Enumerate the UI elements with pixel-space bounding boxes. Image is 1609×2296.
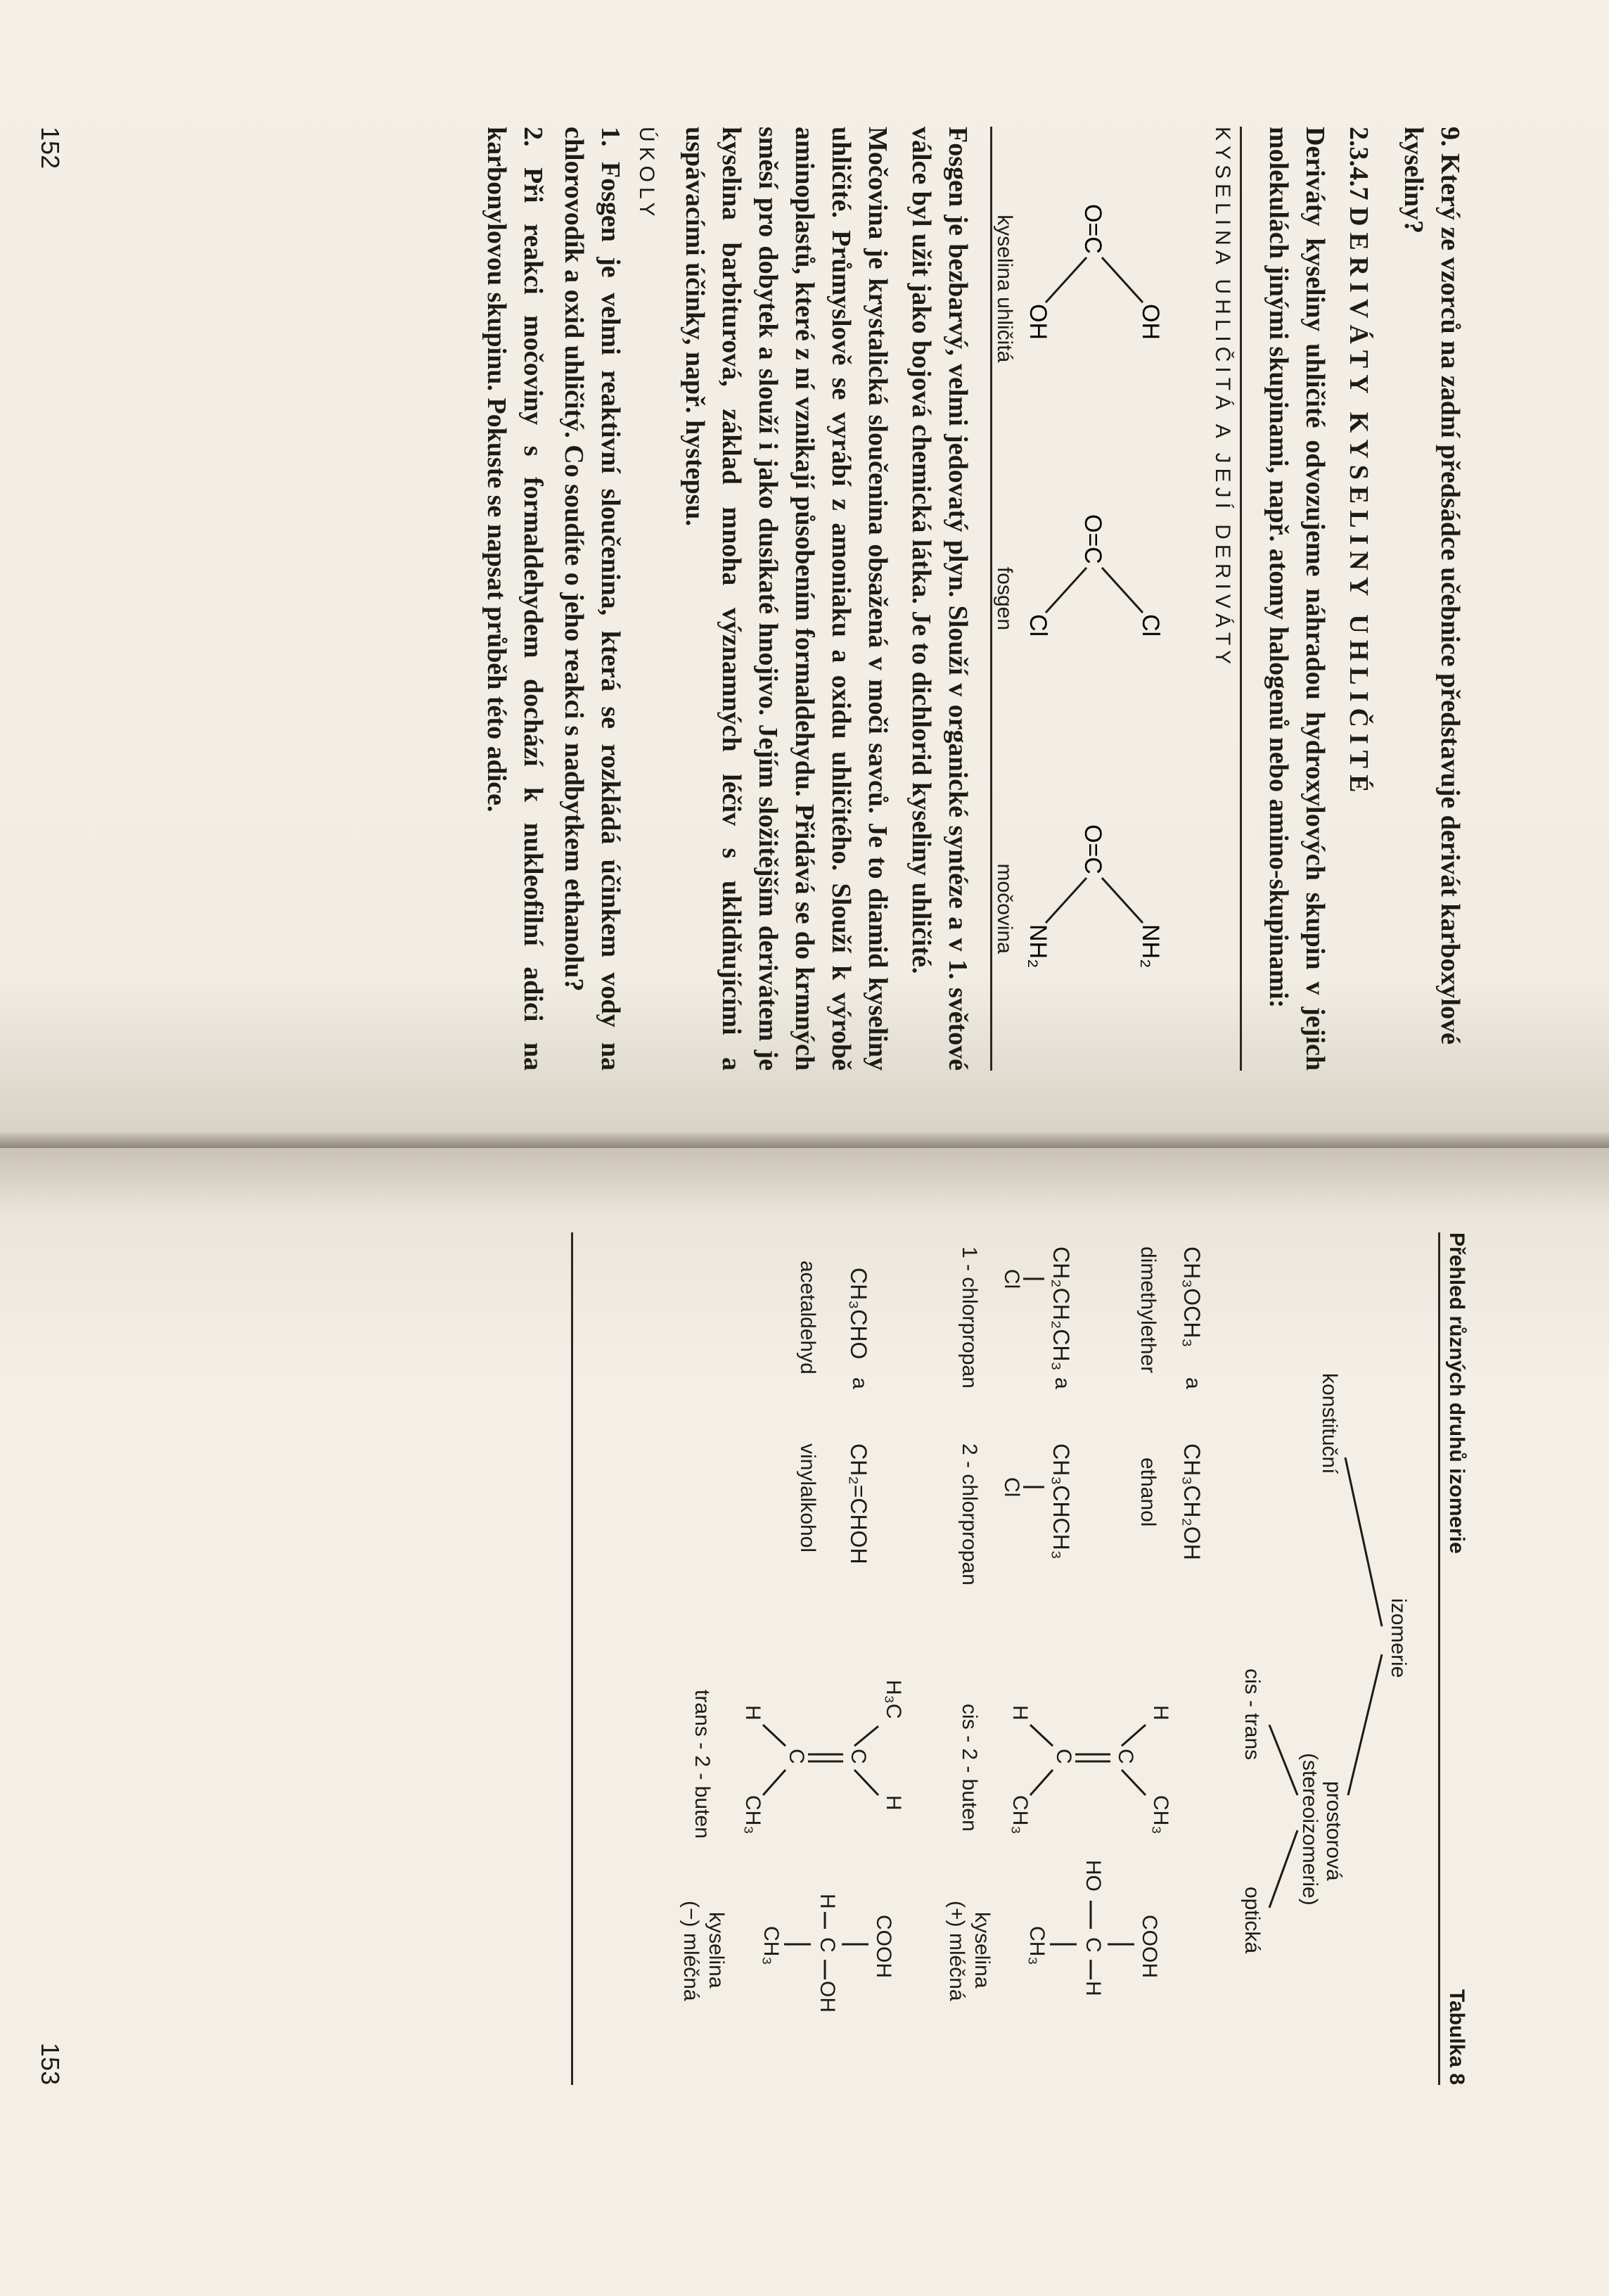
cis-c-top: C	[1114, 1749, 1137, 1764]
lactic-minus-cooh: COOH	[872, 1915, 895, 1978]
task-1: 1. Fosgen je velmi reaktivní sloučenina, která se rozkládá účinkem vody na chlorovodík a oxid uhličitý. Co soudíte o jeho reakci s nadbytkem ethanolu?	[559, 127, 625, 1071]
tree-constitutional: konstituční	[1318, 1373, 1341, 1474]
svg-text:NH₂: NH₂	[1137, 924, 1164, 968]
svg-text:OH: OH	[1025, 304, 1051, 340]
svg-text:Cl: Cl	[1025, 613, 1051, 637]
svg-text:O=C: O=C	[1079, 204, 1106, 255]
pair1-b-name: ethanol	[1136, 1458, 1160, 1527]
mocovina-formula	[1020, 817, 1175, 1000]
lactic-plus-c: C	[1082, 1937, 1105, 1953]
tree-root: izomerie	[1387, 1598, 1410, 1678]
isomerism-table	[571, 1232, 1438, 2085]
tree-cis-trans: cis - trans	[1241, 1669, 1264, 1761]
pair3-b-name: vinylalkohol	[796, 1443, 819, 1553]
isomerism-lines	[573, 1232, 1438, 2085]
pair2-a-formula: CH₂CH₂CH₃	[1049, 1246, 1074, 1371]
trans-h-top: H	[882, 1795, 905, 1811]
table-header	[1438, 1232, 1468, 2085]
trans-c-bottom: C	[785, 1749, 808, 1764]
section-title: DERIVÁTY KYSELINY UHLIČITÉ	[1344, 207, 1373, 799]
lactic-minus-c: C	[816, 1937, 839, 1953]
lactic-minus-name-1: kyselina	[705, 1912, 728, 1989]
trans-h-bottom: H	[741, 1705, 764, 1721]
page-153	[0, 1148, 1609, 2296]
lactic-plus-name-2: (+) mléčná	[945, 1901, 968, 2001]
pair1-b-formula: CH₃CH₂OH	[1179, 1443, 1205, 1560]
mocovina-paragraph	[677, 127, 896, 1071]
lactic-minus-name-2: (−) mléčná	[679, 1901, 703, 2001]
pair2-b-formula: CH₃CHCH₃	[1049, 1443, 1074, 1560]
structures-box	[990, 127, 1242, 1071]
pair1-a-formula: CH₃OCH₃	[1179, 1246, 1205, 1348]
fosgen-formula	[1020, 507, 1175, 690]
fosgen-paragraph	[903, 127, 976, 1071]
structure-fosgen	[992, 507, 1175, 690]
cis-ch3-top: CH₃	[1149, 1795, 1172, 1835]
pair2-b-name: 2 - chlorpropan	[958, 1443, 981, 1586]
tree-spatial: prostorová	[1322, 1781, 1345, 1881]
structures-row	[992, 127, 1203, 1071]
carbonic-acid-name: kyselina uhličitá	[993, 215, 1016, 363]
trans-c-top: C	[847, 1749, 870, 1764]
lactic-minus-h: H	[816, 1894, 839, 1909]
tree-optical: optická	[1241, 1887, 1264, 1954]
pair3-b-formula: CH₂=CHOH	[846, 1443, 871, 1564]
cis-h-bottom: H	[1008, 1705, 1032, 1721]
cis-ch3-bottom: CH₃	[1008, 1795, 1032, 1835]
tree-stereo: (stereoizomerie)	[1298, 1753, 1321, 1906]
cis-name: cis - 2 - buten	[958, 1704, 981, 1832]
page-number-left: 152	[36, 127, 65, 170]
carbonic-acid-formula	[1020, 197, 1175, 380]
pair3-a-formula: CH₃CHO	[846, 1268, 871, 1360]
lactic-minus-ch3: CH₃	[759, 1926, 783, 1965]
trans-ch3-bottom: CH₃	[741, 1795, 764, 1835]
page-number-right: 153	[36, 2042, 65, 2085]
svg-text:Cl: Cl	[1137, 613, 1164, 637]
fosgen-term: Fosgen	[943, 127, 973, 207]
pair1-a-name: dimethylether	[1136, 1246, 1160, 1374]
pair2-b-cl: Cl	[1000, 1477, 1023, 1498]
svg-text:O=C: O=C	[1079, 824, 1106, 874]
fosgen-name: fosgen	[993, 566, 1016, 631]
lactic-plus-ho: HO	[1082, 1860, 1105, 1892]
tasks-title: ÚKOLY	[635, 127, 658, 222]
pair3-a-name: acetaldehyd	[796, 1261, 819, 1375]
task-2: 2. Při reakci močoviny s formaldehydem dochází k nukleofilní adici na karbonylovou skupinu. Pokuste se napsat průběh této adice.	[482, 127, 548, 1071]
trans-h3c: H₃C	[882, 1680, 905, 1719]
section-number: 2.3.4.7	[1344, 127, 1373, 200]
mocovina-term: Močovina	[863, 127, 892, 240]
trans-name: trans - 2 - buten	[691, 1690, 714, 1839]
cis-h-top: H	[1149, 1705, 1172, 1721]
lactic-plus-name-1: kyselina	[970, 1912, 994, 1989]
intro-paragraph: Deriváty kyseliny uhličité odvozujeme náhradou hydroxylových skupin v jejich molekulách jinými skupinami, např. atomy halogenů nebo amino-skupinami:	[1264, 127, 1330, 1071]
svg-text:NH₂: NH₂	[1025, 924, 1051, 968]
table-title: Přehled různých druhů izomerie	[1445, 1232, 1468, 1554]
fosgen-text: je bezbarvý, velmi jedovatý plyn. Slouží v organické syntéze a v 1. světové válce byl užit jako bojová chemická látka. Je to dichlorid kyseliny uhličité.	[906, 127, 973, 1071]
lactic-plus-ch3: CH₃	[1025, 1926, 1049, 1965]
question-9: 9. Který ze vzorců na zadní předsádce učebnice představuje derivát karboxylové kyseliny?	[1399, 127, 1465, 1045]
pair2-conj: a	[1051, 1377, 1074, 1389]
structure-carbonic-acid	[992, 197, 1175, 380]
mocovina-text: je krystalická sloučenina obsažená v moči savců. Je to diamid kyseliny uhličité. Průmyslově se vyrábí z amoniaku a oxidu uhličitého. Slouží k výrobě aminoplastů, které z ní vznikají působením formaldehydu. Přidává se do krmných směsí pro dobytek a slouží i jako dusíkaté hnojivo. Jejím složitějším derivátem je kyselina barbiturová, základ mnoha významných léčiv s uklidňujícími a uspávacími účinky, např. hystepsu.	[680, 127, 892, 1071]
cis-c-bottom: C	[1052, 1749, 1075, 1764]
svg-text:O=C: O=C	[1079, 514, 1106, 564]
lactic-plus-cooh: COOH	[1138, 1915, 1161, 1978]
lactic-minus-oh: OH	[816, 1981, 839, 2013]
section-heading	[1340, 127, 1377, 1071]
pair2-a-cl: Cl	[1000, 1269, 1023, 1289]
structures-box-title: KYSELINA UHLIČITÁ A JEJÍ DERIVÁTY	[1211, 127, 1234, 670]
pair2-a-name: 1 - chlorpropan	[958, 1246, 981, 1389]
mocovina-name: močovina	[993, 863, 1016, 954]
svg-text:OH: OH	[1137, 304, 1164, 340]
pair3-conj: a	[848, 1377, 871, 1389]
lactic-plus-h: H	[1082, 1981, 1105, 1996]
pair1-conj: a	[1181, 1377, 1205, 1389]
table-label: Tabulka 8	[1445, 1989, 1468, 2085]
structure-mocovina	[992, 817, 1175, 1000]
